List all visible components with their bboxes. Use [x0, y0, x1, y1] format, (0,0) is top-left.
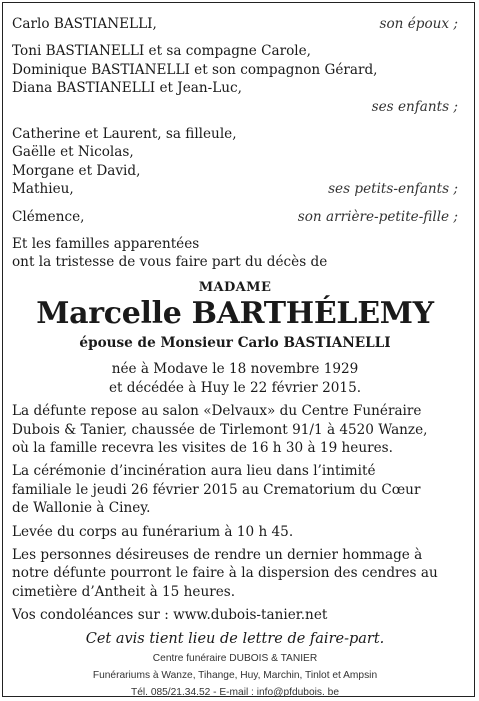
deceased-name: Marcelle BARTHÉLEMY — [36, 295, 434, 331]
intro-line: ont la tristesse de vous faire part du décès de — [12, 254, 328, 271]
family-line: Dominique BASTIANELLI et son compagnon Gérard, — [12, 61, 378, 78]
family-line: Gaëlle et Nicolas, — [12, 144, 134, 161]
footer-line-contact: Tél. 085/21.34.52 - E-mail : info@pfdubois. be — [131, 686, 339, 698]
paragraph-line: de Wallonie à Ciney. — [12, 500, 151, 517]
family-group-great-grandchild — [12, 208, 458, 226]
paragraph-line: cimetière d’Antheit à 15 heures. — [12, 583, 236, 600]
condolences-link-line: Vos condoléances sur : www.dubois-tanier.net — [12, 607, 328, 624]
intro-line: Et les familles apparentées — [12, 236, 200, 253]
family-line: Catherine et Laurent, sa filleule, — [12, 126, 237, 143]
family-role: son époux ; — [379, 16, 458, 32]
death-notice — [12, 15, 458, 701]
family-group-grandchildren — [12, 125, 458, 199]
family-line: Toni BASTIANELLI et sa compagne Carole, — [12, 43, 312, 60]
paragraph-dispersion — [12, 546, 458, 601]
paragraph-line: Levée du corps au funérarium à 10 h 45. — [12, 523, 294, 540]
paragraph-levee — [12, 523, 458, 541]
family-line: Diana BASTIANELLI et Jean-Luc, — [12, 80, 242, 97]
family-role: ses petits-enfants ; — [328, 181, 458, 198]
birth-line: née à Modave le 18 novembre 1929 — [111, 361, 359, 378]
paragraph-ceremony — [12, 462, 458, 517]
paragraph-visitation — [12, 402, 458, 457]
death-line: et décédée à Huy le 22 février 2015. — [108, 379, 362, 396]
footer-line-locations: Funérariums à Wanze, Tihange, Huy, Marchin, Tinlot et Ampsin — [92, 669, 378, 681]
paragraph-line: Dubois & Tanier, chaussée de Tirlemont 91/1 à 4520 Wanze, — [12, 421, 428, 438]
closing-note: Cet avis tient lieu de lettre de faire-part. — [85, 630, 385, 647]
family-line: Morgane et David, — [12, 162, 141, 179]
paragraph-condolences — [12, 606, 458, 624]
family-group-children — [12, 42, 458, 116]
footer-line-name: Centre funéraire DUBOIS & TANIER — [152, 652, 318, 664]
paragraph-line: familiale le jeudi 26 février 2015 au Crematorium du Cœur — [12, 481, 421, 498]
paragraph-line: Les personnes désireuses de rendre un dernier hommage à — [12, 546, 423, 563]
paragraph-line: où la famille recevra les visites de 16 h 30 à 19 heures. — [12, 439, 393, 456]
paragraph-line: La défunte repose au salon «Delvaux» du Centre Funéraire — [12, 403, 422, 420]
family-line: Clémence, — [12, 208, 85, 225]
paragraph-line: La cérémonie d’incinération aura lieu dans l’intimité — [12, 463, 376, 480]
family-role: son arrière-petite-fille ; — [297, 208, 458, 225]
family-line: Carlo BASTIANELLI, — [12, 16, 157, 32]
title-madame: MADAME — [198, 279, 272, 295]
funeral-home-footer — [12, 650, 458, 701]
family-line: Mathieu, — [12, 181, 74, 198]
spouse-line: épouse de Monsieur Carlo BASTIANELLI — [79, 334, 391, 351]
family-group-spouse — [12, 15, 458, 33]
family-role: ses enfants ; — [371, 98, 458, 115]
paragraph-line: notre défunte pourront le faire à la dispersion des cendres au — [12, 565, 438, 582]
